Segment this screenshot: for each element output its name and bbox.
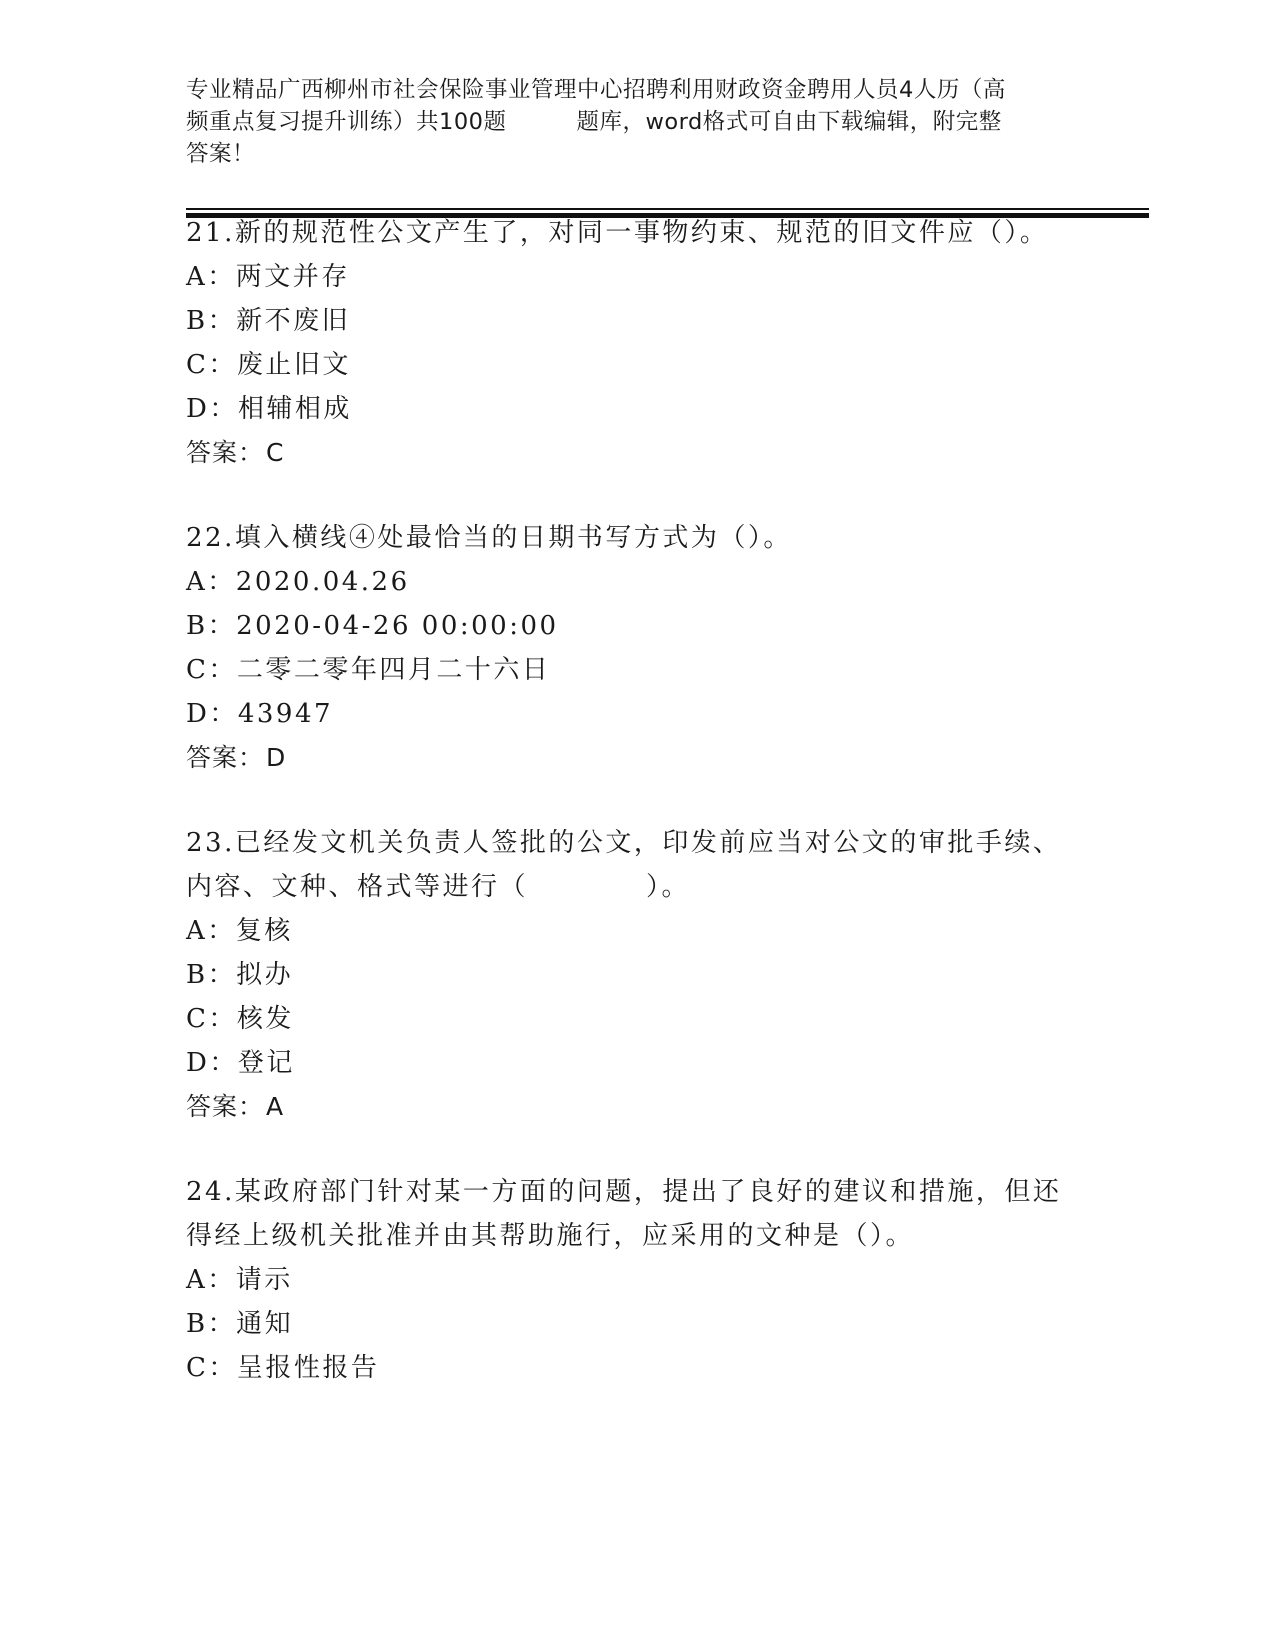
option-d: D：相辅相成 bbox=[186, 394, 352, 424]
question-stem-line: 21.新的规范性公文产生了，对同一事物约束、规范的旧文件应（）。 bbox=[186, 218, 1049, 248]
option-d: D：登记 bbox=[186, 1048, 295, 1078]
question-23 bbox=[186, 821, 1086, 1129]
header-line-3: 答案！ bbox=[186, 141, 256, 167]
header-line-2-part-1: 频重点复习提升训练）共100题 bbox=[186, 109, 507, 135]
option-b: B：通知 bbox=[186, 1309, 294, 1339]
option-c: C：二零二零年四月二十六日 bbox=[186, 655, 551, 685]
answer-value: A bbox=[266, 1092, 285, 1121]
answer bbox=[186, 1085, 1086, 1129]
answer-value: D bbox=[266, 743, 287, 772]
question-stem-line-part: ）。 bbox=[646, 872, 691, 902]
question-stem-line: 23.已经发文机关负责人签批的公文，印发前应当对公文的审批手续、 bbox=[186, 828, 1062, 858]
question-21 bbox=[186, 211, 1086, 475]
answer-label: 答案： bbox=[186, 743, 265, 772]
option-d: D：43947 bbox=[186, 699, 334, 729]
option-c: C：呈报性报告 bbox=[186, 1353, 380, 1383]
question-22 bbox=[186, 516, 1086, 780]
option-a: A：两文并存 bbox=[186, 262, 350, 292]
question-stem bbox=[186, 1170, 1086, 1258]
answer bbox=[186, 431, 1086, 475]
question-stem bbox=[186, 211, 1086, 255]
document-header bbox=[186, 74, 1086, 170]
header-divider-thin bbox=[186, 208, 1149, 210]
option-a: A：复核 bbox=[186, 916, 293, 946]
question-stem-line: 22.填入横线④处最恰当的日期书写方式为（）。 bbox=[186, 523, 792, 553]
question-stem-line-part: 内容、文种、格式等进行（ bbox=[186, 872, 529, 902]
question-24 bbox=[186, 1170, 1086, 1390]
option-c: C：核发 bbox=[186, 1004, 294, 1034]
option-b: B：2020-04-26 00:00:00 bbox=[186, 611, 559, 641]
option-b: B：拟办 bbox=[186, 960, 294, 990]
question-stem bbox=[186, 516, 1086, 560]
header-line-2 bbox=[186, 106, 1086, 138]
option-a: A：请示 bbox=[186, 1265, 293, 1295]
header-line-2-part-2: 题库，word格式可自由下载编辑，附完整 bbox=[576, 109, 1002, 135]
answer-value: C bbox=[266, 438, 285, 467]
answer bbox=[186, 736, 1086, 780]
option-b: B：新不废旧 bbox=[186, 306, 351, 336]
option-c: C：废止旧文 bbox=[186, 350, 351, 380]
option-a: A：2020.04.26 bbox=[186, 567, 410, 597]
question-stem-line: 得经上级机关批准并由其帮助施行，应采用的文种是（）。 bbox=[186, 1221, 915, 1251]
question-stem-line bbox=[186, 865, 1086, 909]
question-stem bbox=[186, 821, 1086, 909]
answer-label: 答案： bbox=[186, 438, 265, 467]
answer-label: 答案： bbox=[186, 1092, 265, 1121]
header-line-1: 专业精品广西柳州市社会保险事业管理中心招聘利用财政资金聘用人员4人历（高 bbox=[186, 77, 1006, 103]
question-stem-line: 24.某政府部门针对某一方面的问题，提出了良好的建议和措施，但还 bbox=[186, 1177, 1062, 1207]
